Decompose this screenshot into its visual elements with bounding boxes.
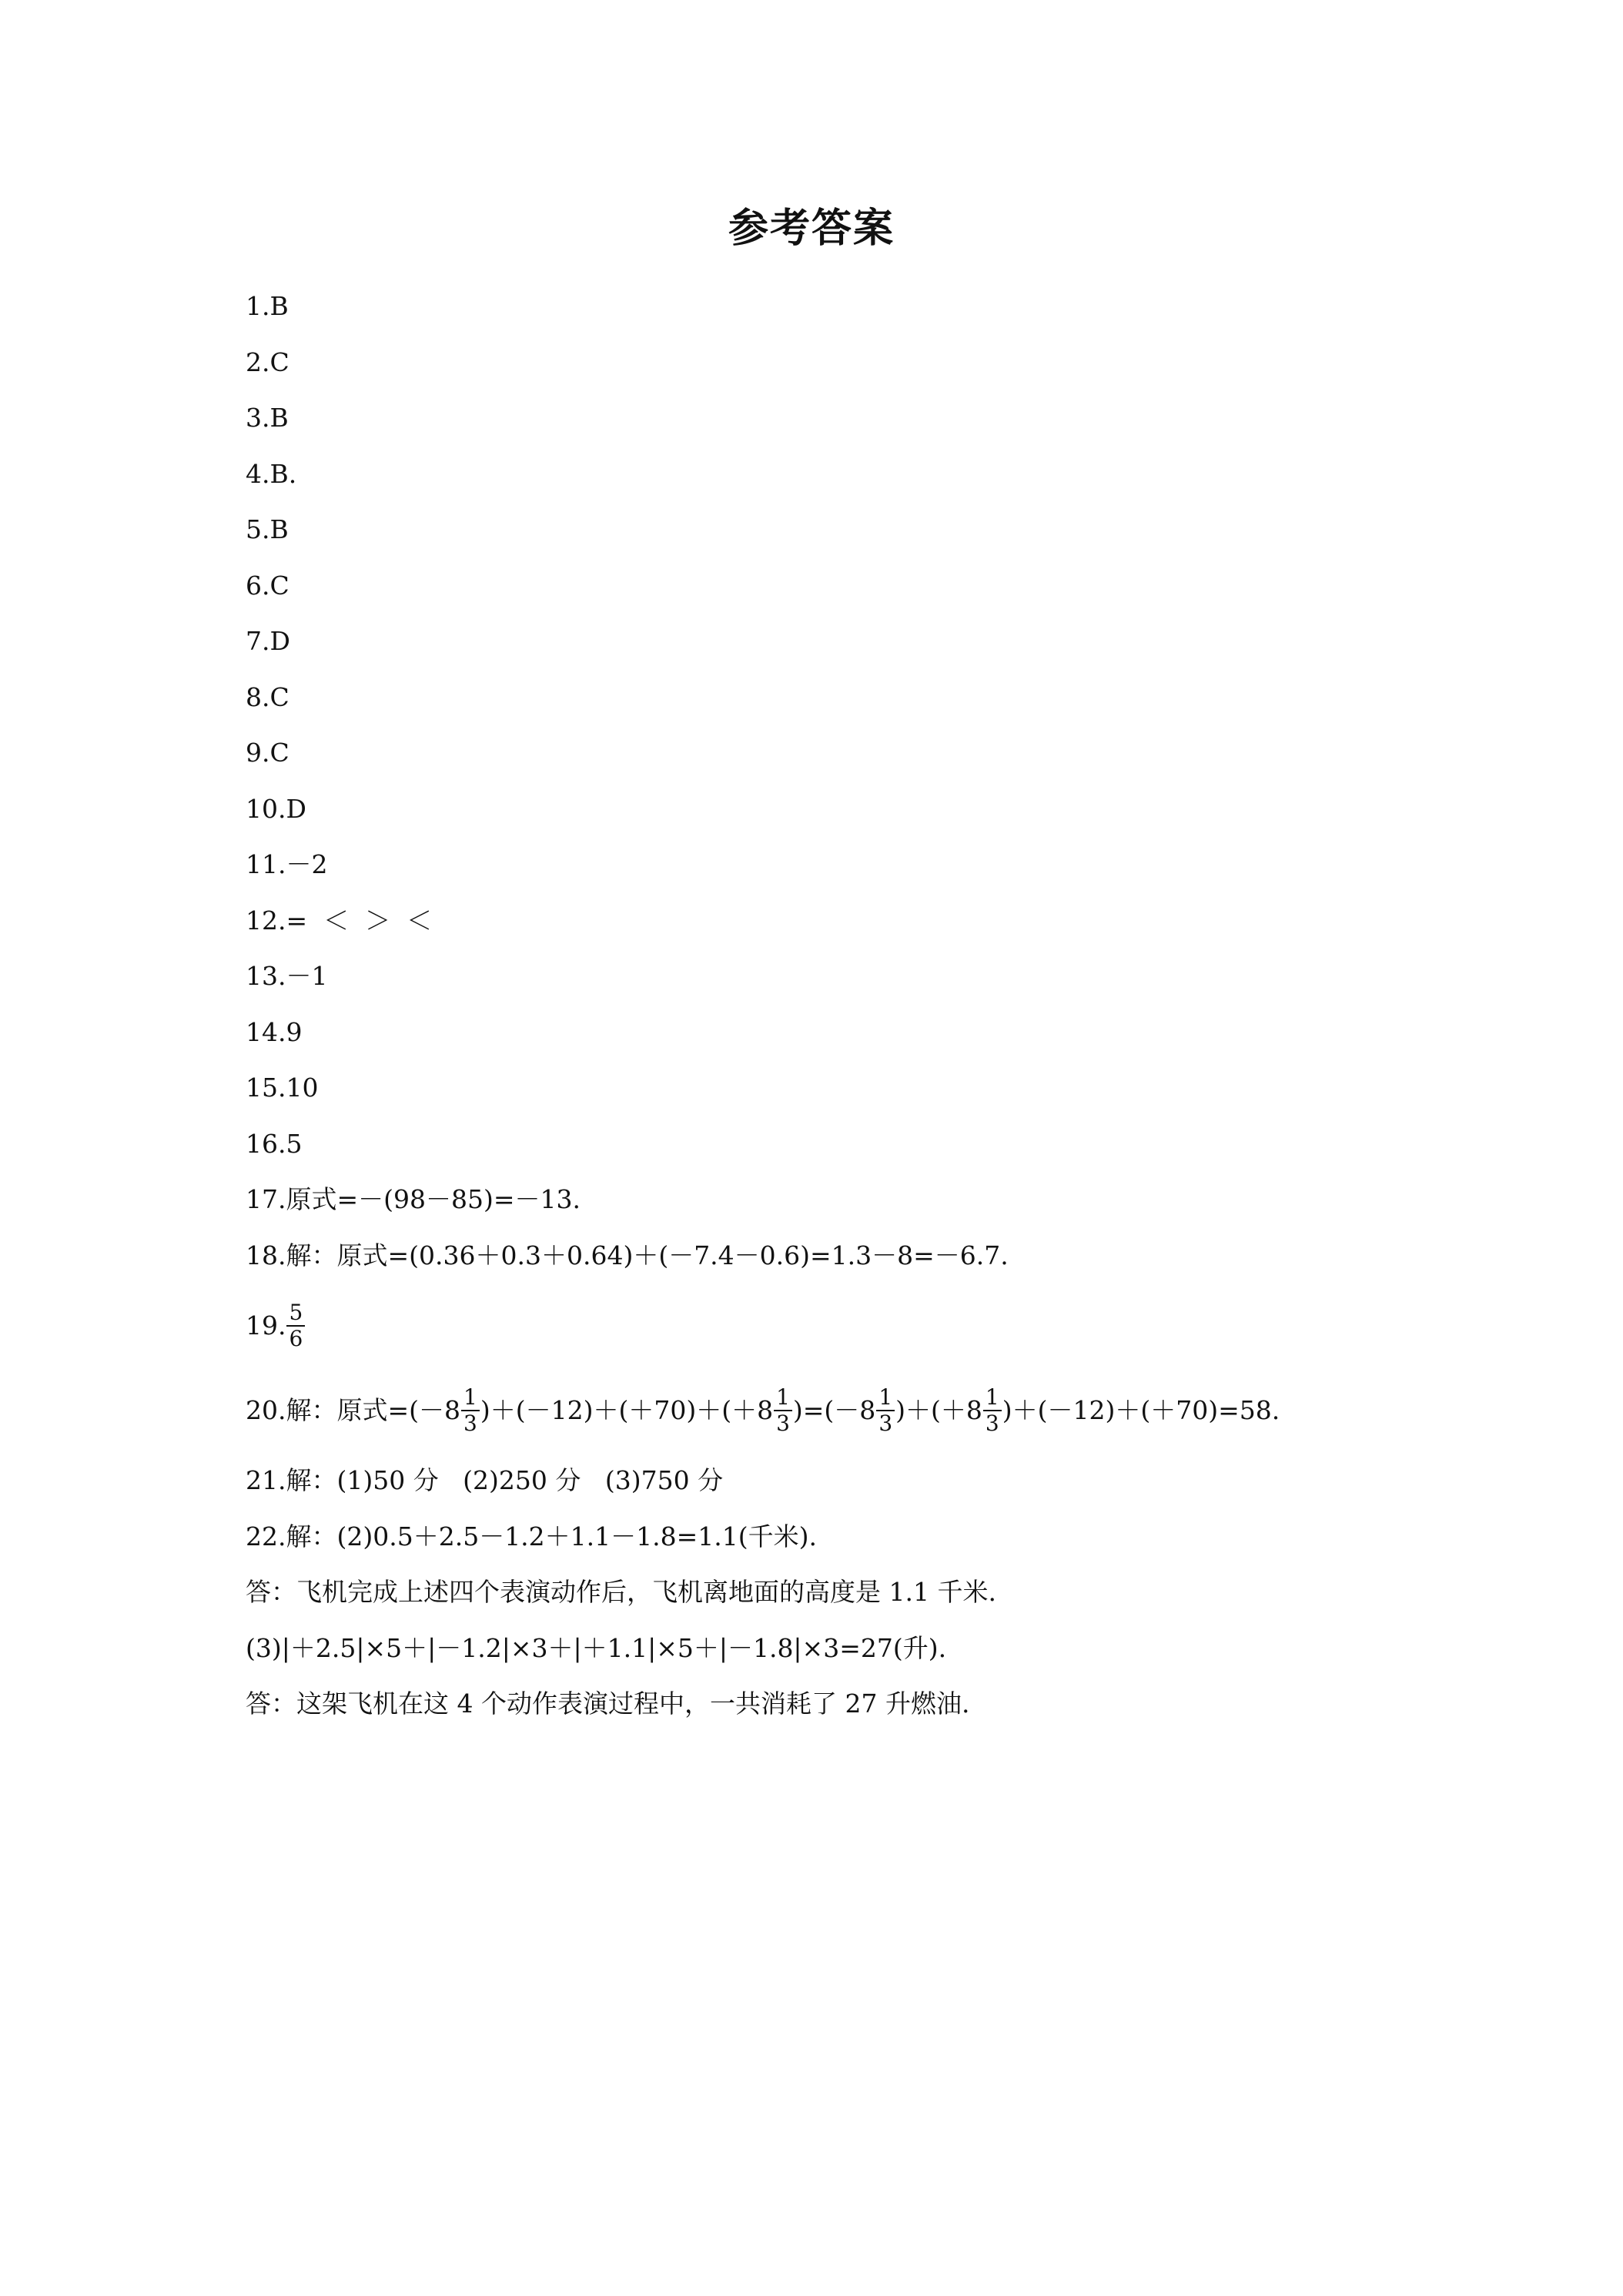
answer-item: 13.－1 [246, 961, 328, 991]
answer-item: 11.－2 [246, 849, 328, 879]
answer-item: 12.= ＜ ＞ ＜ [246, 905, 433, 935]
answer-20-part-4: )＋(＋8 [895, 1394, 982, 1425]
fraction-numerator: 1 [461, 1385, 480, 1411]
answer-item: 22.解：(2)0.5＋2.5－1.2＋1.1－1.8=1.1(千米). [246, 1521, 818, 1551]
answer-item-19 [246, 1284, 1447, 1368]
page-title: 参考答案 [728, 206, 895, 252]
fraction-numerator: 1 [876, 1385, 895, 1411]
fraction-denominator: 3 [776, 1411, 790, 1436]
answer-item: 10.D [246, 793, 306, 824]
answer-item: 8.C [246, 681, 289, 712]
answer-statement: 答：飞机完成上述四个表演动作后，飞机离地面的高度是 1.1 千米. [246, 1577, 996, 1607]
answer-item: 17.原式=－(98－85)=－13. [246, 1184, 581, 1214]
answer-item: 14.9 [246, 1016, 303, 1047]
fraction-numerator: 1 [983, 1385, 1002, 1411]
answer-19-label: 19. [246, 1310, 286, 1340]
answer-item: 7.D [246, 626, 290, 656]
fraction-numerator: 1 [774, 1385, 792, 1411]
fraction [286, 1300, 305, 1351]
fraction [461, 1385, 480, 1436]
fraction [983, 1385, 1002, 1436]
answer-item: 15.10 [246, 1073, 319, 1103]
answer-item: 9.C [246, 738, 289, 768]
answer-item: 3.B [246, 403, 289, 433]
fraction-numerator: 5 [286, 1300, 305, 1327]
answer-20-part-5: )＋(－12)＋(＋70)=58. [1002, 1394, 1280, 1425]
answer-item: 18.解：原式=(0.36＋0.3＋0.64)＋(－7.4－0.6)=1.3－8=－6.7. [246, 1240, 1009, 1270]
answer-item: 6.C [246, 570, 289, 601]
answer-item: (3)|＋2.5|×5＋|－1.2|×3＋|＋1.1|×5＋|－1.8|×3=27(升). [246, 1632, 947, 1663]
fraction [774, 1385, 792, 1436]
answer-item-20 [246, 1368, 1447, 1453]
answer-item: 5.B [246, 514, 289, 544]
fraction-denominator: 3 [463, 1411, 477, 1436]
fraction-denominator: 3 [878, 1411, 893, 1436]
fraction [876, 1385, 895, 1436]
answer-20-part-3: )=(－8 [792, 1394, 876, 1425]
answer-item: 21.解：(1)50 分 (2)250 分 (3)750 分 [246, 1465, 724, 1495]
answer-item: 4.B. [246, 458, 297, 489]
answer-statement: 答：这架飞机在这 4 个动作表演过程中，一共消耗了 27 升燃油. [246, 1689, 970, 1719]
fraction-denominator: 3 [985, 1411, 999, 1436]
answer-list [246, 279, 1447, 1732]
answer-20-part-2: )＋(－12)＋(＋70)＋(＋8 [480, 1394, 774, 1425]
fraction-denominator: 6 [289, 1326, 303, 1351]
answer-item: 16.5 [246, 1128, 303, 1159]
answer-item: 1.B [246, 291, 289, 321]
answer-item: 2.C [246, 346, 289, 377]
answer-20-part-1: 20.解：原式=(－8 [246, 1394, 461, 1425]
